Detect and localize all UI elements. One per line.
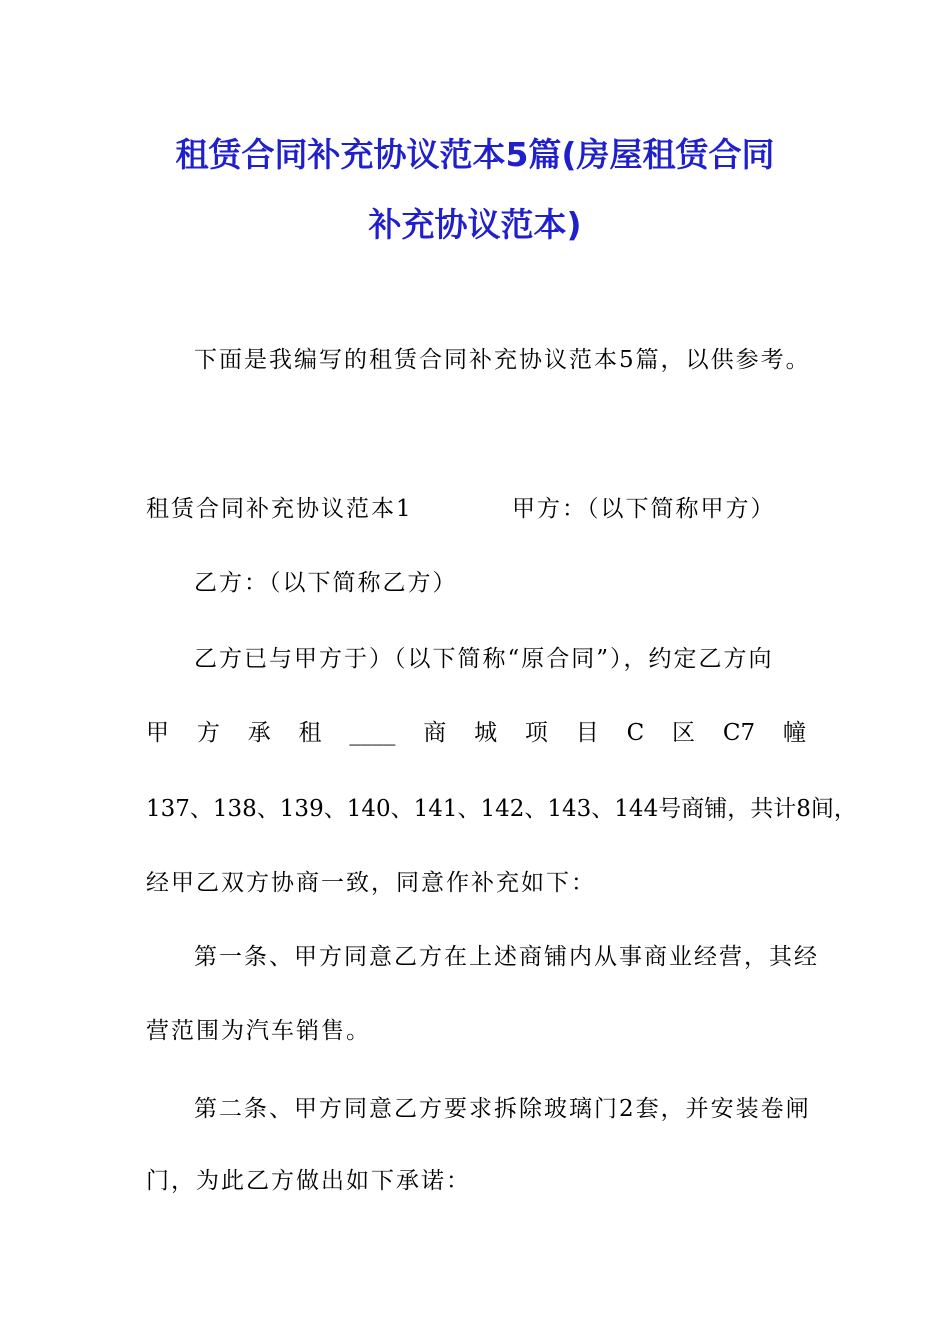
document-title-line-2: 补充协议范本) xyxy=(368,205,582,244)
text-token: C xyxy=(626,720,645,746)
blank-field: ____ xyxy=(349,720,396,746)
text-token: 城 xyxy=(474,720,498,746)
text-token: 项 xyxy=(524,720,548,746)
party-a-line: 甲方：（以下简称甲方） xyxy=(512,496,776,522)
party-b-line: 乙方：（以下简称乙方） xyxy=(194,570,458,596)
clause-1-line-2: 营范围为汽车销售。 xyxy=(146,1018,371,1044)
text-token: 甲 xyxy=(146,720,169,746)
sample-heading: 租赁合同补充协议范本1 xyxy=(146,496,413,522)
text-token: 方 xyxy=(196,720,220,746)
text-token: 区 xyxy=(672,720,696,746)
text-token: 幢 xyxy=(782,720,806,746)
text-token: C7 xyxy=(722,720,756,746)
intro-paragraph: 下面是我编写的租赁合同补充协议范本5篇，以供参考。 xyxy=(194,347,811,373)
text-token: 租 xyxy=(298,720,322,746)
paragraph-1-line-4: 经甲乙双方协商一致，同意作补充如下： xyxy=(146,870,596,896)
text-token: 承 xyxy=(247,720,271,746)
paragraph-1-line-2 xyxy=(146,718,806,748)
paragraph-1-line-3: 137、138、139、140、141、142、143、144号商铺，共计8间， xyxy=(146,796,857,822)
document-title-line-1: 租赁合同补充协议范本5篇(房屋租赁合同 xyxy=(175,135,775,174)
paragraph-1-line-1: 乙方已与甲方于）（以下简称“原合同”），约定乙方向 xyxy=(194,646,774,672)
text-token: 目 xyxy=(575,720,599,746)
clause-2-line-1: 第二条、甲方同意乙方要求拆除玻璃门2套，并安装卷闸 xyxy=(194,1096,811,1122)
clause-2-line-2: 门，为此乙方做出如下承诺： xyxy=(146,1168,471,1194)
text-token: 商 xyxy=(423,720,447,746)
clause-1-line-1: 第一条、甲方同意乙方在上述商铺内从事商业经营，其经 xyxy=(194,944,819,970)
